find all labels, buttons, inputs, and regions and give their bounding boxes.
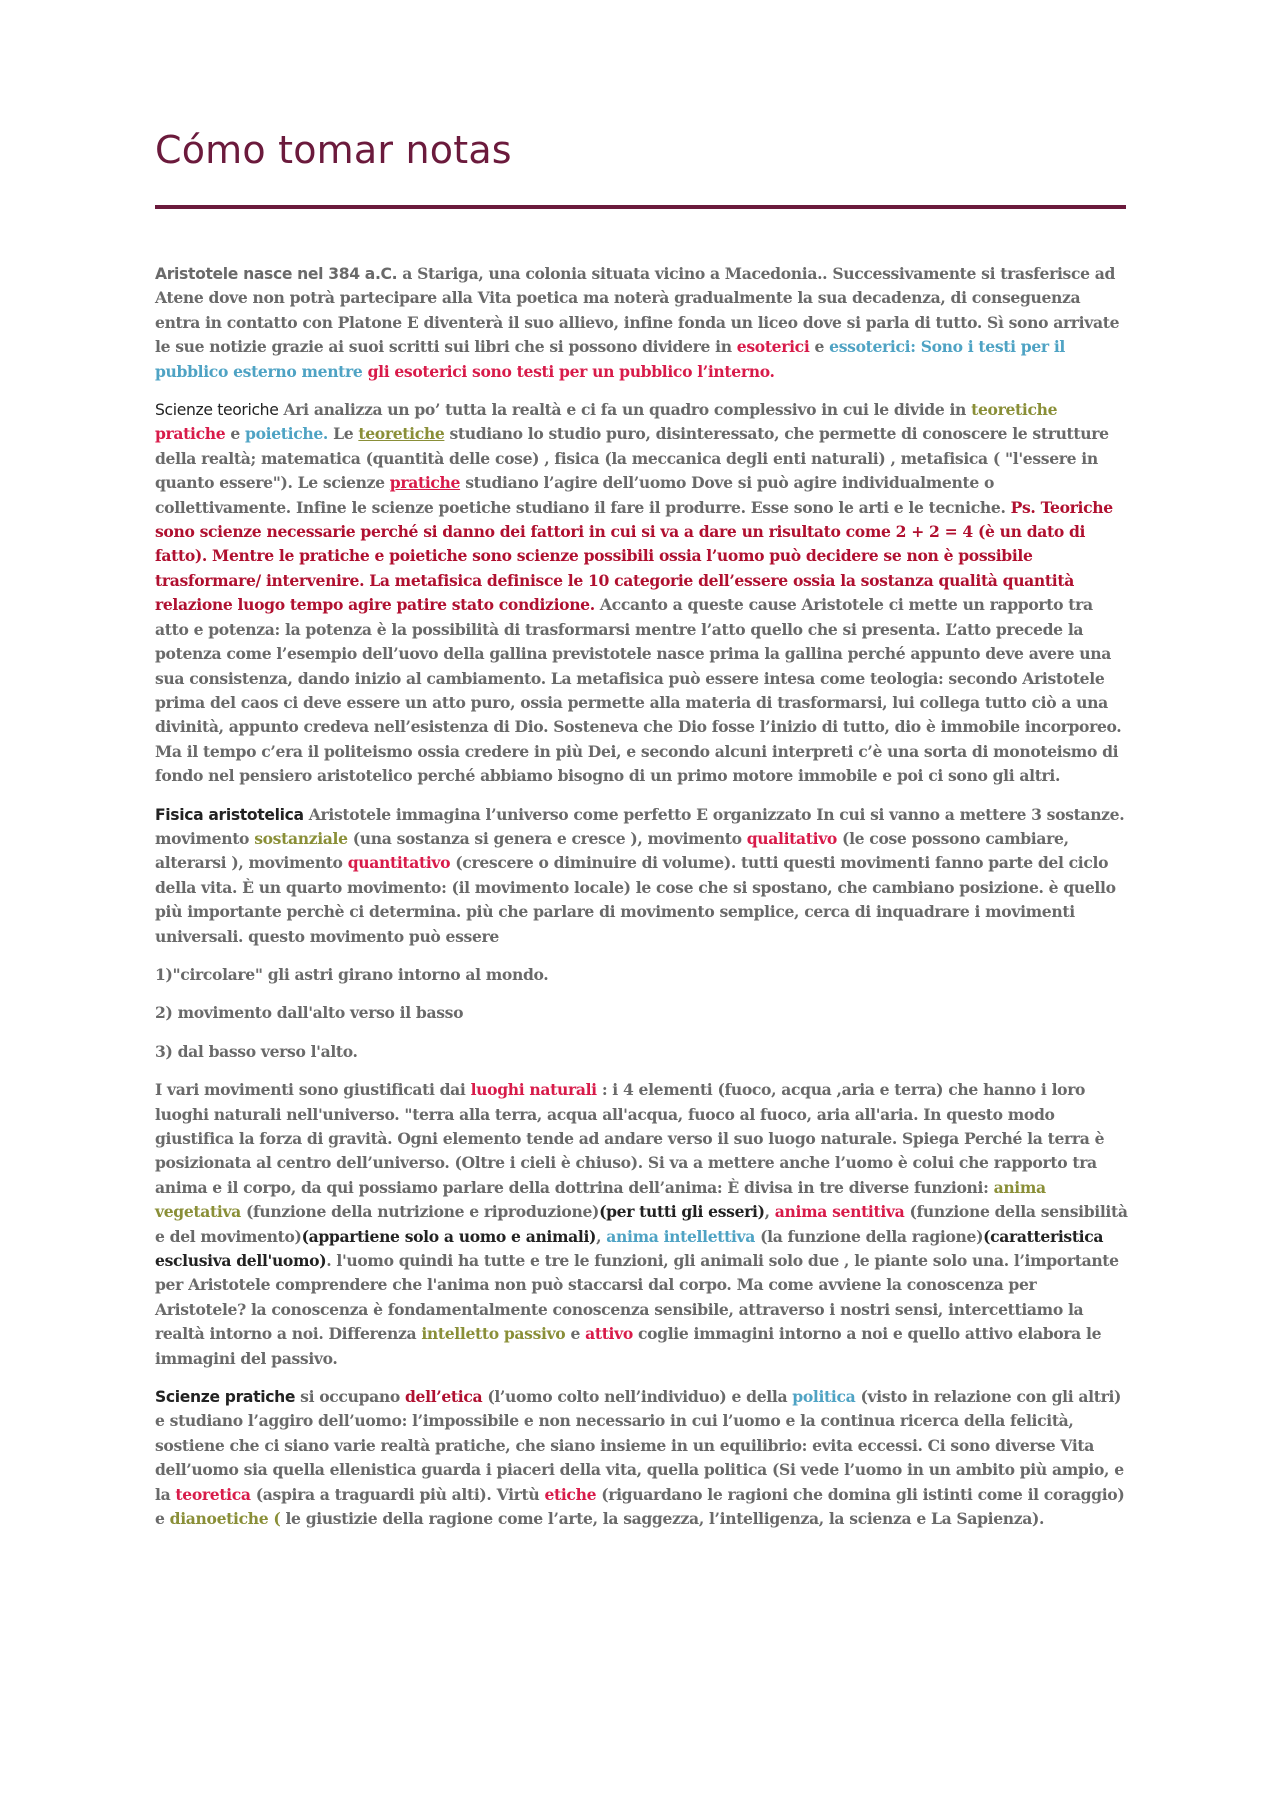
text-run: attivo: [585, 1324, 633, 1344]
text-run: studiano lo studio puro, disinteressato, che permette di conoscere le strutture della realtà; matematica (quantità delle cose) , fisica (la meccanica degli enti naturali) , metafisica ( "l'essere in quanto essere"). Le scienze: [155, 424, 1109, 493]
text-run: e: [565, 1324, 586, 1344]
text-run: si occupano: [295, 1387, 405, 1407]
text-run: (funzione della sensibilità e del movimento): [155, 1202, 1128, 1246]
text-run: qualitativo: [746, 828, 837, 848]
text-run: Fisica aristotelica: [155, 805, 304, 824]
text-run: (per tutti gli esseri): [599, 1202, 765, 1222]
text-run: anima vegetativa: [155, 1177, 1046, 1222]
text-run: e: [225, 424, 246, 444]
text-run: (aspira a traguardi più alti). Virtù: [250, 1484, 545, 1504]
text-run: Le: [328, 424, 359, 444]
text-run: gli esoterici sono testi per un pubblico l’interno.: [362, 361, 775, 381]
text-run: Ps. Teoriche sono scienze necessarie perché si danno dei fattori in cui si va a dare un risultato come 2 + 2 = 4 (è un dato di fatto). Mentre le pratiche e poietiche sono scienze possibili ossia l’uomo può decidere se non è possibile trasformare/ intervenire. La metafisica definisce le 10 categorie dell’essere ossia la sostanza qualità quantità relazione luogo tempo agire patire stato condizione.: [155, 497, 1113, 615]
text-run: pratiche: [389, 473, 461, 493]
text-run: (l’uomo colto nell’individuo) e della: [482, 1387, 793, 1407]
paragraph: [155, 963, 1130, 987]
text-run: Ari analizza un po’ tutta la realtà e ci fa un quadro complessivo in cui le divide in: [278, 400, 972, 420]
paragraph: [155, 803, 1130, 949]
text-run: anima sentitiva: [774, 1202, 905, 1222]
text-run: coglie immagini intorno a noi e quello attivo elabora le immagini del passivo.: [155, 1324, 1102, 1368]
paragraph: [155, 1040, 1130, 1064]
page-title: Cómo tomar notas: [155, 128, 512, 172]
text-run: (crescere o diminuire di volume). tutti questi movimenti fanno parte del ciclo della vita. È un quarto movimento: (il movimento locale) le cose che si spostano, che cambiano posizione. è quello più importante perchè ci determina. più che parlare di movimento semplice, cerca di inquadrare i movimenti universali. questo movimento può essere: [155, 853, 1116, 946]
text-run: (riguardano le ragioni che domina gli istinti come il coraggio) e: [155, 1484, 1125, 1529]
text-run: 2) movimento dall'alto verso il basso: [155, 1003, 464, 1023]
text-run: (le cose possono cambiare, alterarsi ), movimento: [155, 828, 1069, 873]
text-run: teoretiche: [358, 424, 445, 444]
text-run: (funzione della nutrizione e riproduzione): [240, 1202, 600, 1222]
text-run: sostanziale: [254, 828, 348, 848]
text-run: essoterici: Sono i testi per il pubblico esterno mentre: [155, 337, 1065, 381]
text-run: (visto in relazione con gli altri) e studiano l’aggiro dell’uomo: l’impossibile e non necessario in cui l’uomo e la continua ricerca della felicità, sostiene che ci siano varie realtà pratiche, che siano insieme in un equilibrio: evita eccessi. Ci sono diverse Vita dell’uomo sia quella ellenistica guarda i piaceri della vita, quella politica (Si vede l’uomo in un ambito più ampio, e la: [155, 1387, 1124, 1504]
text-run: e: [809, 337, 830, 357]
text-run: anima intellettiva: [606, 1226, 756, 1246]
text-run: ,: [764, 1202, 775, 1222]
text-run: teoretiche: [971, 400, 1058, 420]
text-run: studiano l’agire dell’uomo Dove si può agire individualmente o collettivamente. Infine le scienze poetiche studiano il fare il produrre. Esse sono le arti e le tecniche.: [155, 473, 1011, 517]
text-run: le giustizie della ragione come l’arte, la saggezza, l’intelligenza, la scienza e La Sapienza).: [280, 1509, 1045, 1529]
text-run: poietiche.: [245, 424, 329, 444]
title-divider: [155, 205, 1126, 209]
text-run: teoretica: [175, 1484, 251, 1504]
text-run: 1)"circolare" gli astri girano intorno al mondo.: [155, 964, 549, 984]
text-run: etiche: [544, 1484, 597, 1504]
text-run: Aristotele nasce nel 384 a.C.: [155, 265, 403, 283]
document-body: [155, 262, 1130, 1546]
text-run: Scienze pratiche: [155, 1388, 296, 1407]
text-run: pratiche: [155, 424, 226, 444]
text-run: quantitativo: [347, 853, 451, 873]
text-run: 3) dal basso verso l'alto.: [155, 1041, 358, 1061]
paragraph: [155, 1001, 1130, 1025]
text-run: . l'uomo quindi ha tutte e tre le funzioni, gli animali solo due , le piante solo una. l’importante per Aristotele comprendere che l'anima non può staccarsi dal corpo. Ma come avviene la conoscenza per Aristotele? la conoscenza è fondamentalmente conoscenza sensibile, attraverso i nostri sensi, intercettiamo la realtà intorno a noi. Differenza: [155, 1251, 1119, 1344]
text-run: ,: [596, 1226, 607, 1246]
text-run: Aristotele immagina l’universo come perfetto E organizzato In cui si vanno a mettere 3 sostanze. movimento: [155, 804, 1125, 848]
paragraph: [155, 1385, 1130, 1531]
text-run: Scienze teoriche: [155, 401, 279, 420]
text-run: intelletto passivo: [421, 1324, 566, 1344]
text-run: (una sostanza si genera e cresce ), movimento: [347, 828, 747, 848]
text-run: : i 4 elementi (fuoco, acqua ,aria e terra) che hanno i loro luoghi naturali nell'universo. "terra alla terra, acqua all'acqua, fuoco al fuoco, aria all'aria. In questo modo giustifica la forza di gravità. Ogni elemento tende ad andare verso il suo luogo naturale. Spiega Perché la terra è posizionata al centro dell’universo. (Oltre i cieli è chiuso). Si va a mettere anche l’uomo è colui che rapporto tra anima e il corpo, da qui possiamo parlare della dottrina dell’anima: È divisa in tre diverse funzioni:: [155, 1080, 1105, 1197]
text-run: dell’etica: [405, 1387, 483, 1407]
text-run: luoghi naturali: [470, 1080, 597, 1100]
text-run: (la funzione della ragione): [755, 1226, 984, 1246]
text-run: (appartiene solo a uomo e animali): [301, 1226, 597, 1246]
paragraph: [155, 262, 1130, 384]
text-run: Accanto a queste cause Aristotele ci mette un rapporto tra atto e potenza: la potenza è la possibilità di trasformarsi mentre l’atto quello che si presenta. L’atto precede la potenza come l’esempio dell’uovo della gallina previstotele nasce prima la gallina perché appunto deve avere una sua consistenza, dando inizio al cambiamento. La metafisica può essere intesa come teologia: secondo Aristotele prima del caos ci deve essere un atto puro, ossia permette alla materia di trasformarsi, lui collega tutto ciò a una divinità, appunto credeva nell’esistenza di Dio. Sosteneva che Dio fosse l’inizio di tutto, dio è immobile incorporeo. Ma il tempo c’era il politeismo ossia credere in più Dei, e secondo alcuni interpreti c’è una sorta di monoteismo di fondo nel pensiero aristotelico perché abbiamo bisogno di un primo motore immobile e poi ci sono gli altri.: [155, 595, 1122, 786]
paragraph: [155, 398, 1130, 789]
text-run: a Stariga, una colonia situata vicino a Macedonia.. Successivamente si trasferisce ad Atene dove non potrà partecipare alla Vita poetica ma noterà gradualmente la sua decadenza, di conseguenza entra in contatto con Platone E diventerà il suo allievo, infine fonda un liceo dove si parla di tutto. Sì sono arrivate le sue notizie grazie ai suoi scritti sui libri che si possono dividere in: [155, 264, 1120, 357]
text-run: dianoetiche (: [169, 1509, 281, 1529]
text-run: politica: [792, 1387, 856, 1407]
paragraph: [155, 1078, 1130, 1371]
text-run: I vari movimenti sono giustificati dai: [155, 1080, 471, 1100]
text-run: esoterici: [736, 337, 810, 357]
text-run: (caratteristica esclusiva dell'uomo): [155, 1226, 1104, 1271]
